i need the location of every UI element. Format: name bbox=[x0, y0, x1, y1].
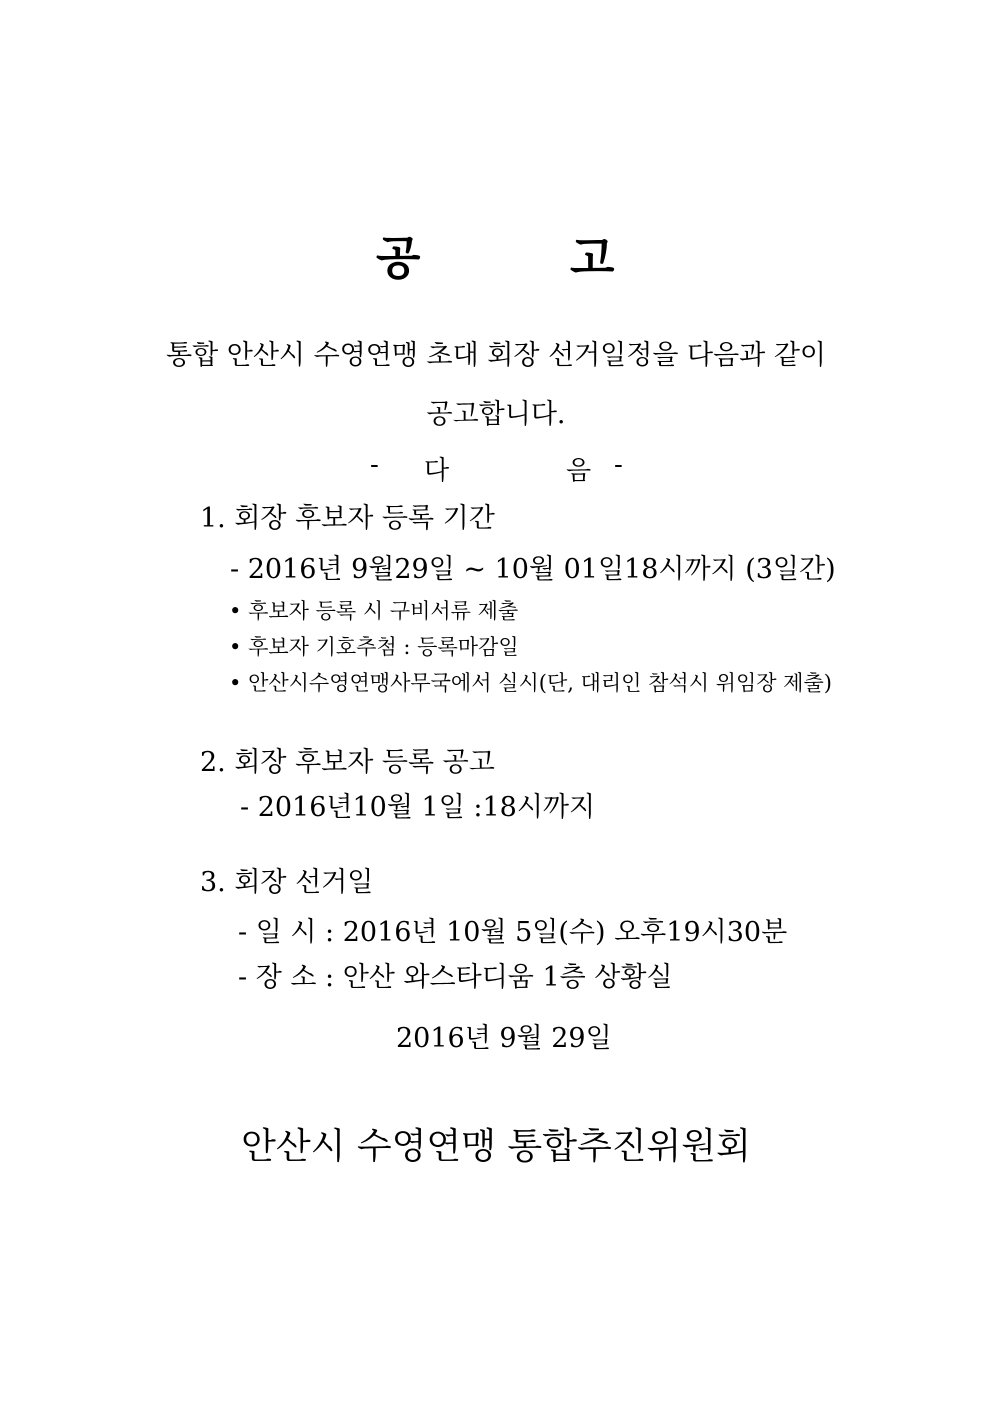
section-3-title: 3. 회장 선거일 bbox=[200, 867, 374, 898]
heading-dash-left: - bbox=[370, 450, 379, 480]
bullet-text: 후보자 기호추첨 : 등록마감일 bbox=[248, 635, 519, 659]
intro-line-1: 통합 안산시 수영연맹 초대 회장 선거일정을 다음과 같이 bbox=[166, 340, 826, 371]
election-venue: - 장 소 : 안산 와스타디움 1층 상황실 bbox=[238, 962, 673, 993]
notice-title-char-2: 고 bbox=[570, 231, 615, 285]
bullet-icon: • bbox=[229, 599, 242, 623]
section-1-period: - 2016년 9월29일 ~ 10월 01일18시까지 (3일간) bbox=[230, 554, 836, 585]
election-datetime: - 일 시 : 2016년 10월 5일(수) 오후19시30분 bbox=[238, 917, 788, 948]
bullet-item bbox=[229, 667, 832, 697]
bullet-text: 후보자 등록 시 구비서류 제출 bbox=[248, 599, 519, 623]
bullet-item bbox=[229, 631, 519, 661]
bullet-icon: • bbox=[229, 671, 242, 695]
bullet-item bbox=[229, 595, 518, 625]
bullet-icon: • bbox=[229, 635, 242, 659]
heading-char-1: 다 bbox=[424, 456, 450, 486]
notice-date: 2016년 9월 29일 bbox=[396, 1023, 612, 1054]
notice-title-char-1: 공 bbox=[376, 231, 421, 285]
heading-dash-right: - bbox=[614, 450, 623, 480]
section-2-title: 2. 회장 후보자 등록 공고 bbox=[200, 747, 495, 778]
section-1-title: 1. 회장 후보자 등록 기간 bbox=[200, 503, 495, 534]
bullet-text: 안산시수영연맹사무국에서 실시(단, 대리인 참석시 위임장 제출) bbox=[248, 671, 832, 695]
issuing-organization: 안산시 수영연맹 통합추진위원회 bbox=[241, 1126, 751, 1167]
heading-char-2: 음 bbox=[566, 456, 592, 486]
section-2-announce-date: - 2016년10월 1일 :18시까지 bbox=[240, 792, 596, 823]
intro-line-2: 공고합니다. bbox=[426, 399, 566, 430]
